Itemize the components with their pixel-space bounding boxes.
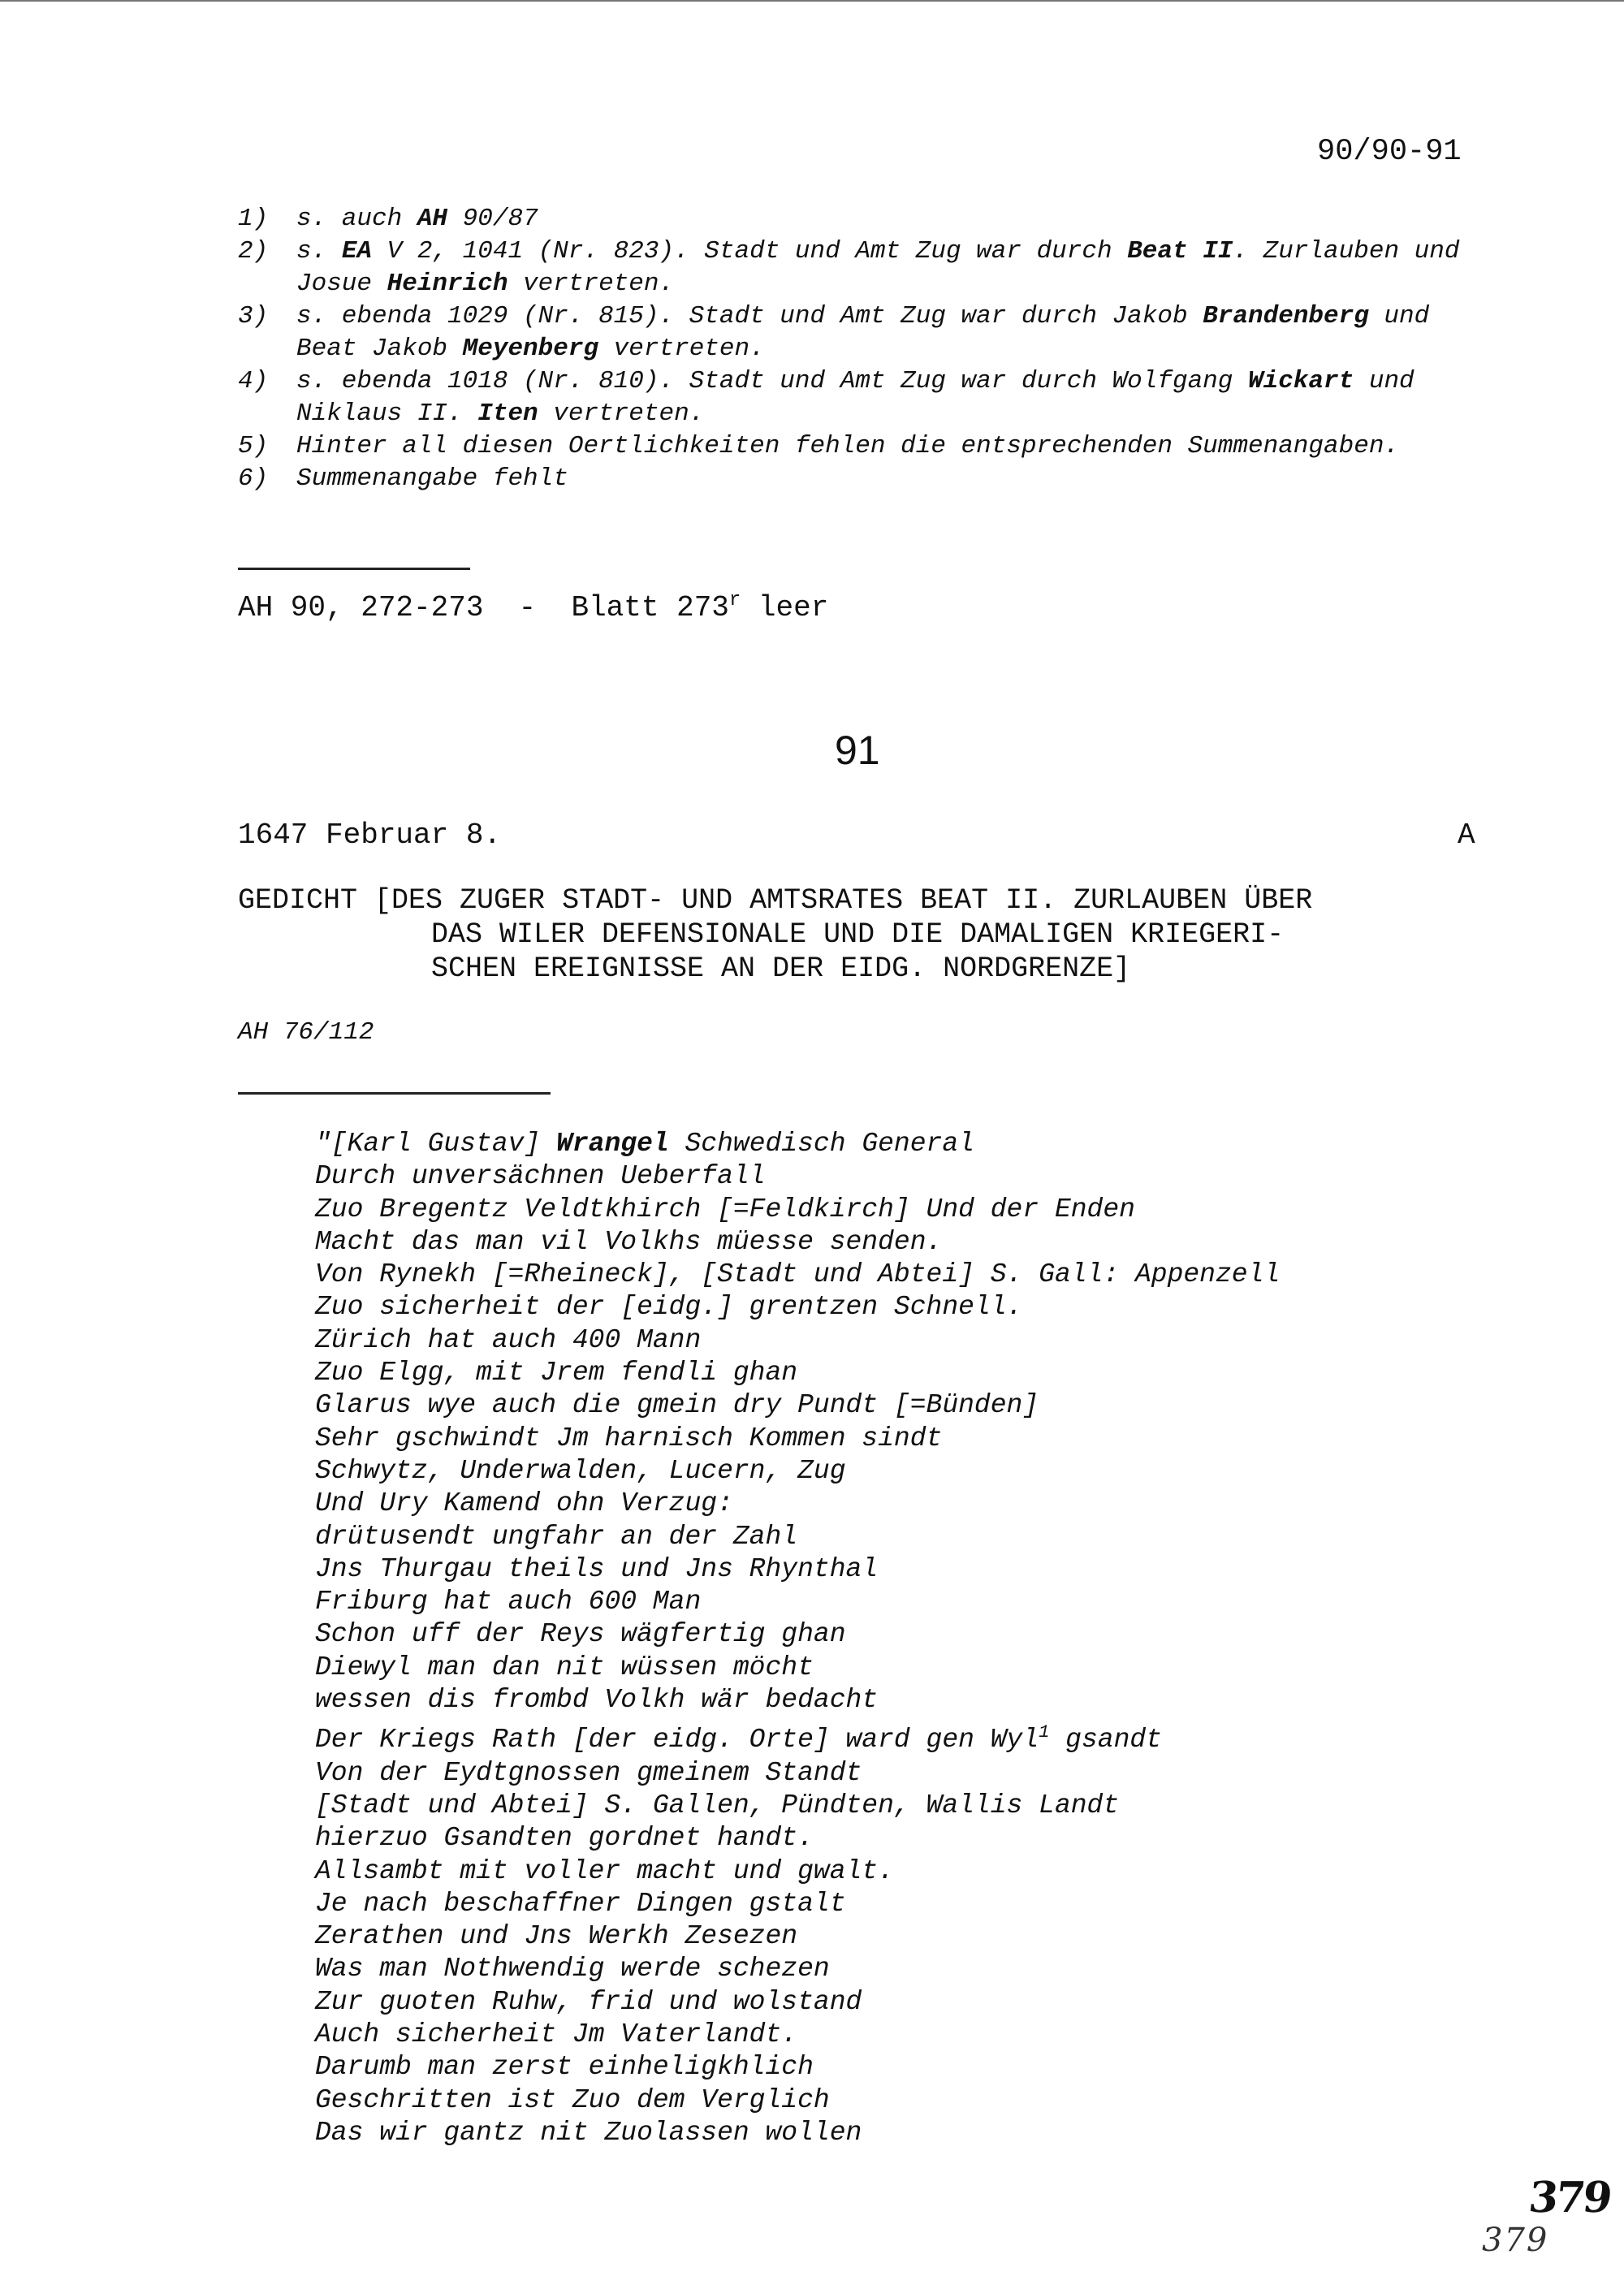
poem-line: Durch unversächnen Ueberfall: [315, 1161, 766, 1192]
poem-line: Von der Eydtgnossen gmeinem Standt: [315, 1757, 862, 1788]
footnote: [238, 203, 1488, 235]
text-run: s. ebenda 1029 (Nr. 815). Stadt und Amt Zug war durch Jakob: [296, 302, 1203, 330]
text-run: Hinter all diesen Oertlichkeiten fehlen die entsprechenden Summenangaben.: [296, 432, 1400, 460]
poem-line: Von Rynekh [=Rheineck], [Stadt und Abtei] S. Gall: Appenzell: [315, 1259, 1281, 1290]
poem-line: Schon uff der Reys wägfertig ghan: [315, 1619, 846, 1650]
poem-line: wessen dis frombd Volkh wär bedacht: [315, 1685, 879, 1716]
text-run-bold: EA: [341, 237, 373, 266]
footnote-marker: 1: [1039, 1722, 1050, 1743]
text-run: s. auch: [296, 205, 417, 233]
source-line: [238, 590, 828, 624]
text-run: Der Kriegs Rath [der eidg. Orte] ward gen Wyl: [315, 1725, 1039, 1756]
text-run: vertreten.: [508, 270, 675, 298]
footnote-text: [296, 235, 1488, 300]
poem-line: Zuo sicherheit der [eidg.] grentzen Schnell.: [315, 1292, 1023, 1323]
text-run-bold: Heinrich: [387, 270, 508, 298]
title-line: DAS WILER DEFENSIONALE UND DIE DAMALIGEN KRIEGERI-: [431, 918, 1285, 951]
footnote-number: 4): [238, 367, 269, 395]
footnote-number: 3): [238, 302, 269, 330]
poem-line: Je nach beschaffner Dingen gstalt: [315, 1888, 846, 1919]
poem-line: [315, 1128, 1468, 1160]
text-run-bold: Brandenberg: [1203, 302, 1369, 330]
footnote-divider: [238, 568, 470, 570]
footnote: [238, 463, 1488, 495]
text-run: gsandt: [1049, 1725, 1162, 1756]
text-run-bold: Wickart: [1248, 367, 1354, 395]
poem-line: Zürich hat auch 400 Mann: [315, 1324, 702, 1355]
footnote-number: 2): [238, 237, 269, 266]
poem-line: Und Ury Kamend ohn Verzug:: [315, 1488, 733, 1519]
poem-line: Zur guoten Ruhw, frid und wolstand: [315, 1986, 862, 2017]
text-run: 90/87: [447, 205, 538, 233]
text-run-bold: Meyenberg: [462, 335, 599, 363]
text-run-bold: Beat II: [1127, 237, 1233, 266]
text-run: Summenangabe fehlt: [296, 464, 568, 493]
footnote-number: 5): [238, 432, 269, 460]
scan-top-edge: [0, 0, 1624, 2]
poem-line: Zerathen und Jns Werkh Zesezen: [315, 1921, 798, 1952]
source-suffix: leer: [741, 591, 829, 624]
document-title: [238, 883, 1488, 986]
text-run: und Niklaus II.: [296, 367, 1415, 428]
text-run: vertreten.: [598, 335, 765, 363]
footnote-text: [296, 463, 1488, 495]
text-run-bold: Wrangel: [556, 1129, 669, 1159]
text-run: und Beat Jakob: [296, 302, 1430, 363]
footnote: [238, 235, 1488, 300]
document-date: 1647 Februar 8.: [238, 818, 502, 852]
footnote-number: 6): [238, 464, 269, 493]
poem-line: [Stadt und Abtei] S. Gallen, Pündten, Wallis Landt: [315, 1790, 1120, 1820]
text-run: s. ebenda 1018 (Nr. 810). Stadt und Amt Zug war durch Wolfgang: [296, 367, 1248, 395]
poem-line: [315, 1717, 1468, 1756]
text-run: s.: [296, 237, 342, 266]
stamped-page-number: 379: [1482, 2222, 1549, 2259]
footnote-text: [296, 365, 1488, 430]
document-number: 91: [835, 728, 880, 773]
archive-reference: AH 76/112: [238, 1018, 374, 1047]
source-text: AH 90, 272-273 - Blatt 273: [238, 591, 729, 624]
poem-line: drütusendt ungfahr an der Zahl: [315, 1521, 798, 1552]
footnote: [238, 365, 1488, 430]
page-range-header: 90/90-91: [1317, 135, 1462, 169]
poem-line: Darumb man zerst einheligkhlich: [315, 2052, 814, 2083]
poem-line: Geschritten ist Zuo dem Verglich: [315, 2084, 830, 2115]
footnote: [238, 430, 1488, 463]
text-run-bold: AH: [417, 205, 448, 233]
poem-line: Zuo Bregentz Veldtkhirch [=Feldkirch] Und der Enden: [315, 1194, 1135, 1224]
poem-line: Schwytz, Underwalden, Lucern, Zug: [315, 1455, 846, 1486]
footnote-number: 1): [238, 205, 269, 233]
poem-line: Macht das man vil Volkhs müesse senden.: [315, 1226, 943, 1257]
title-line: SCHEN EREIGNISSE AN DER EIDG. NORDGRENZE]: [431, 952, 1131, 985]
poem-line: Jns Thurgau theils und Jns Rhynthal: [315, 1553, 879, 1584]
handwritten-page-number: 379: [1526, 2173, 1613, 2222]
source-superscript: r: [728, 590, 741, 611]
poem-line: Was man Nothwendig werde schezen: [315, 1954, 830, 1985]
poem-line: Diewyl man dan nit wüssen möcht: [315, 1652, 814, 1682]
poem-line: hierzuo Gsandten gordnet handt.: [315, 1823, 814, 1854]
poem-line: Auch sicherheit Jm Vaterlandt.: [315, 2019, 798, 2050]
text-run: "[Karl Gustav]: [315, 1129, 557, 1159]
text-run-bold: Iten: [477, 399, 538, 428]
footnotes: [238, 203, 1488, 495]
document-letter: A: [1458, 818, 1475, 852]
poem-line: Allsambt mit voller macht und gwalt.: [315, 1855, 894, 1886]
text-run: V 2, 1041 (Nr. 823). Stadt und Amt Zug war durch: [372, 237, 1128, 266]
poem-line: Glarus wye auch die gmein dry Pundt [=Bünden]: [315, 1390, 1039, 1421]
poem-line: Das wir gantz nit Zuolassen wollen: [315, 2117, 862, 2148]
poem: [315, 1128, 1468, 2149]
footnote-text: [296, 203, 1488, 235]
text-run: vertreten.: [538, 399, 705, 428]
footnote-text: [296, 300, 1488, 365]
footnote-text: [296, 430, 1488, 463]
poem-line: Zuo Elgg, mit Jrem fendli ghan: [315, 1358, 798, 1389]
title-line: GEDICHT [DES ZUGER STADT- UND AMTSRATES BEAT II. ZURLAUBEN ÜBER: [238, 884, 1313, 917]
text-run: Schwedisch General: [668, 1129, 974, 1159]
poem-line: Sehr gschwindt Jm harnisch Kommen sindt: [315, 1423, 943, 1453]
poem-line: Friburg hat auch 600 Man: [315, 1587, 702, 1617]
section-divider: [238, 1092, 551, 1095]
footnote: [238, 300, 1488, 365]
text-run: . Zurlauben und Josue: [296, 237, 1460, 298]
